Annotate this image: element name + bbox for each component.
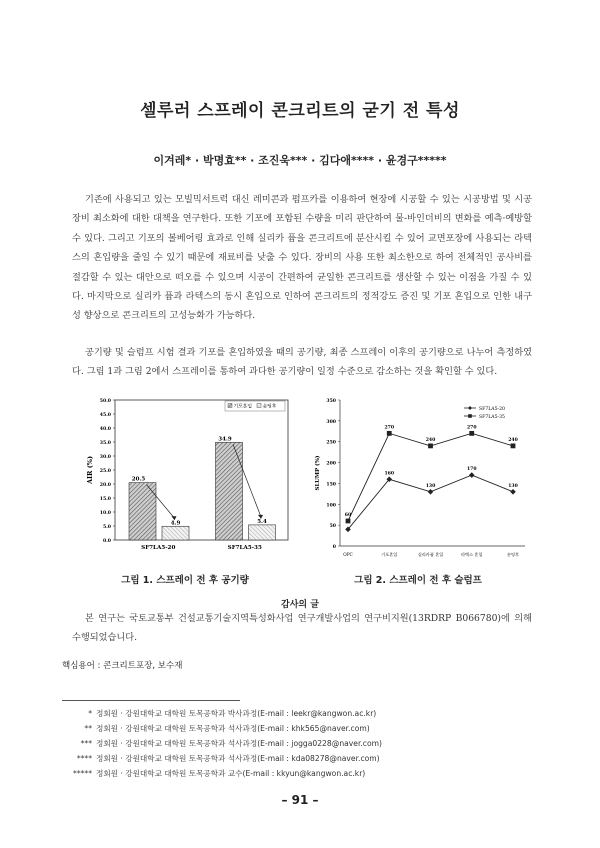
footnote-mark: ****: [76, 754, 92, 763]
data-point: [469, 472, 475, 478]
y-tick-label: 150: [326, 482, 336, 488]
data-point: [387, 431, 392, 436]
y-tick-label: 100: [326, 503, 336, 509]
footnote-item: [62, 766, 542, 781]
footnote-divider: [62, 700, 240, 701]
footnote-text: 정회원 · 강원대학교 대학원 토목공학과 교수(E-mail : kkyun@kangwon.ac.kr): [96, 769, 366, 778]
legend-label: SF7LA5-35: [479, 415, 505, 420]
figure-2-slump-chart: [310, 394, 530, 562]
data-point: [511, 443, 516, 448]
bar-value-label: 5.4: [257, 518, 267, 525]
footnote-mark: *****: [73, 769, 92, 778]
x-tick-label: SF7LA5-35: [227, 545, 262, 551]
data-label: 60: [344, 512, 352, 518]
y-tick-label: 350: [326, 399, 336, 404]
legend-swatch: [257, 404, 261, 408]
data-point: [428, 489, 434, 495]
legend-label: SF7LA5-20: [479, 407, 505, 412]
y-tick-label: 20.0: [99, 483, 111, 488]
bar-value-label: 20.5: [131, 476, 146, 483]
data-label: 270: [384, 425, 395, 431]
legend-swatch: [228, 404, 232, 408]
legend-marker: [468, 414, 472, 418]
footnote-mark: ***: [80, 739, 92, 748]
footnote-mark: **: [84, 724, 92, 733]
x-tick-label: 숏팅후: [506, 552, 520, 557]
y-tick-label: 300: [326, 419, 336, 425]
paragraph-text: 기존에 사용되고 있는 모빌믹서트럭 대신 레미콘과 펌프카를 이용하여 현장에 시공할 수 있는 시공방법 및 시공 장비 최소화에 대한 대책을 연구한다. 또한 기포에 포함된 수량을 미리 판단하여 물-바인더비의 변화를 예측·예방할 수 있다. 그리고 기포의 볼베어링 효과로 인해 실리카 퓸을 콘크리트에 분산시킬 수 있어 교면포장에 사용되는 라텍스의 혼입량을 줄일 수 있기 때문에 재료비를 낮출 수 있다. 장비의 사용 또한 최소한으로 하여 전체적인 공사비를 절감할 수 있는 대안으로 떠오를 수 있으며 시공이 간편하여 균일한 콘크리트를 생산할 수 있는 이점을 가질 수 있다. 마지막으로 실리카 퓸과 라텍스의 동시 혼입으로 인하여 콘크리트의 정적강도 증진 및 기포 혼입으로 인한 내구성 향상으로 콘크리트의 고성능화가 가능하다.: [72, 194, 532, 322]
x-tick-label: 실리카퓸 혼입: [417, 552, 444, 557]
y-tick-label: 250: [326, 440, 336, 446]
y-tick-label: 15.0: [99, 497, 111, 502]
footnote-text: 정회원 · 강원대학교 대학원 토목공학과 석사과정(E-mail : kda08278@naver.com): [96, 754, 380, 763]
bar-value-label: 34.9: [218, 436, 232, 443]
footnote-item: [62, 736, 542, 751]
legend-label: 기포혼입: [233, 404, 253, 410]
data-point: [346, 519, 351, 524]
acknowledgement-title: 감사의 글: [281, 600, 319, 610]
bar: [216, 442, 243, 540]
footnote-text: 정회원 · 강원대학교 대학원 토목공학과 석사과정(E-mail : khk565@naver.com): [96, 724, 370, 733]
footnote-text: 정회원 · 강원대학교 대학원 토목공학과 석사과정(E-mail : jogga0228@naver.com): [96, 739, 382, 748]
y-tick-label: 40.0: [99, 427, 111, 432]
y-axis-label: SLUMP (%): [315, 455, 321, 491]
data-label: 270: [466, 425, 477, 431]
footnote-item: [62, 706, 542, 721]
bar-value-label: 4.9: [170, 520, 181, 527]
footnote-mark: *: [88, 709, 92, 718]
author-list: 이겨레* · 박명효** · 조진욱*** · 김다애**** · 윤경구*****: [153, 154, 447, 167]
y-tick-label: 45.0: [99, 413, 111, 418]
data-label: 160: [384, 471, 395, 477]
paragraph-text: 본 연구는 국토교통부 건설교통기술지역특성화사업 연구개발사업의 연구비지원(13RDRP B066780)에 의해 수행되었습니다.: [72, 613, 532, 644]
x-tick-label: OPC: [343, 552, 353, 557]
figure-2-caption: 그림 2. 스프레이 전 후 슬럼프: [354, 575, 482, 586]
body-paragraph-1: [72, 190, 532, 326]
acknowledgement-paragraph: [72, 609, 532, 648]
x-tick-label: 라텍스 혼입: [460, 552, 483, 557]
keywords: 핵심용어 : 콘크리트포장, 보수재: [62, 661, 183, 671]
y-axis-label: AIR (%): [86, 455, 94, 485]
y-tick-label: 25.0: [99, 469, 111, 474]
page-number: – 91 –: [281, 793, 319, 807]
y-tick-label: 50.0: [99, 399, 111, 404]
paragraph-text: 공기량 및 슬럼프 시험 결과 기포를 혼입하였을 때의 공기량, 최종 스프레이 이후의 공기량으로 나누어 측정하였다. 그림 1과 그림 2에서 스프레이를 통하여 과다한 공기량이 일정 수준으로 감소하는 것을 확인할 수 있다.: [72, 347, 532, 378]
footnote-item: [62, 751, 542, 766]
data-label: 130: [508, 483, 518, 489]
legend-label: 숏팅후: [262, 404, 277, 410]
data-point: [510, 489, 516, 495]
data-label: 240: [508, 437, 518, 443]
data-point: [469, 431, 474, 436]
y-tick-label: 30.0: [99, 455, 111, 460]
footnote-item: [62, 721, 542, 736]
footnote-text: 정회원 · 강원대학교 대학원 토목공학과 박사과정(E-mail : leekr@kangwon.ac.kr): [96, 709, 377, 718]
y-tick-label: 0: [332, 545, 336, 550]
data-point: [428, 443, 433, 448]
y-tick-label: 10.0: [99, 511, 111, 516]
y-tick-label: 200: [326, 461, 336, 467]
data-label: 170: [466, 467, 477, 473]
y-tick-label: 5.0: [103, 525, 111, 530]
footnotes: [62, 706, 542, 781]
x-tick-label: SF7LA5-20: [141, 545, 176, 551]
y-tick-label: 50: [329, 524, 336, 530]
x-tick-label: 기포혼입: [381, 552, 398, 557]
figure-1-caption: 그림 1. 스프레이 전 후 공기량: [121, 575, 249, 586]
paper-title: 셀루러 스프레이 콘크리트의 굳기 전 특성: [140, 101, 460, 121]
y-tick-label: 35.0: [99, 441, 111, 446]
body-paragraph-2: [72, 343, 532, 382]
legend-marker: [468, 406, 472, 410]
bar: [162, 526, 189, 540]
bar: [249, 525, 276, 540]
data-label: 240: [425, 437, 436, 443]
data-label: 130: [425, 483, 436, 489]
figure-1-air-chart: [80, 394, 295, 562]
y-tick-label: 0.0: [103, 539, 111, 544]
